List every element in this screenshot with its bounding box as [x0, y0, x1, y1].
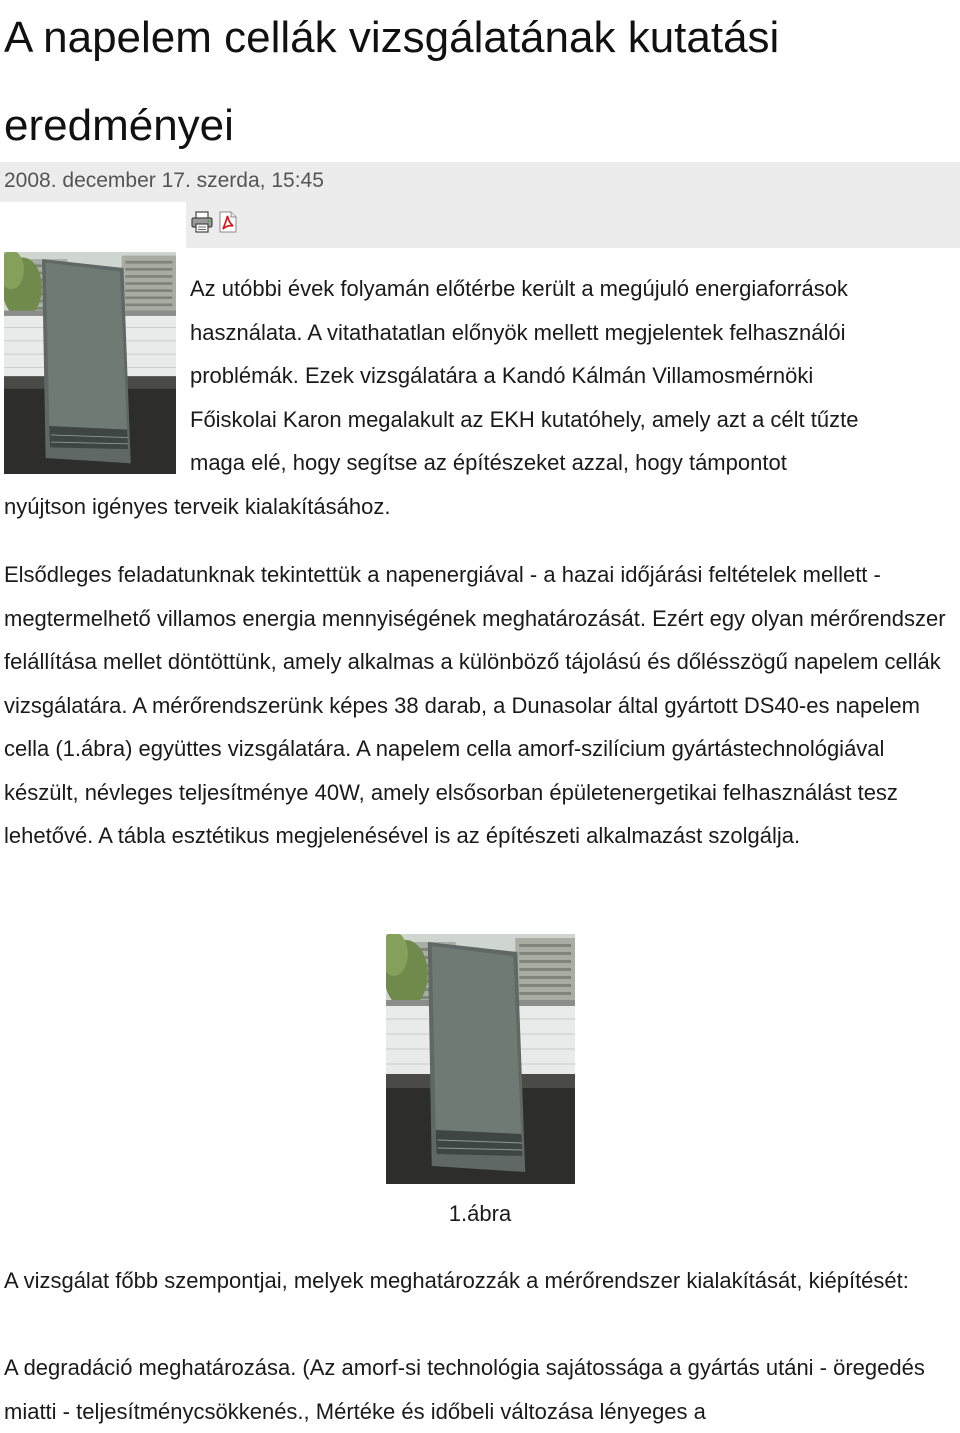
intro-line: Az utóbbi évek folyamán előtérbe került a megújuló energiaforrások [190, 276, 848, 301]
intro-line: használata. A vitathatatlan előnyök mellett megjelentek felhasználói [190, 320, 846, 345]
paragraph-aspects: A vizsgálat főbb szempontjai, melyek meghatározzák a mérőrendszer kialakítását, kiépítését: [4, 1268, 909, 1293]
pdf-icon[interactable] [216, 210, 240, 234]
print-icon[interactable] [190, 210, 214, 234]
figure-caption: 1.ábra [448, 1201, 512, 1226]
intro-line: Főiskolai Karon megalakult az EKH kutatóhely, amely azt a célt tűzte [190, 407, 859, 432]
solar-panel-photo [4, 252, 176, 474]
paragraph-measurement-system: Elsődleges feladatunknak tekintettük a napenergiával - a hazai időjárási feltételek mellett - megtermelhető villamos energia mennyiségének meghatározását. Ezért egy olyan mérőrendszer felállítása mellet döntöttünk, amely alkalmas a különböző tájolású és dőlésszögű napelem cellák vizsgálatára. A mérőrendszerünk képes 38 darab, a Dunasolar által gyártott DS40-es napelem cella (1.ábra) együttes vizsgálatára. A napelem cella amorf-szilícium gyártástechnológiával készült, névleges teljesítménye 40W, amely elsősorban épületenergetikai felhasználást tesz lehetővé. A tábla esztétikus megjelenésével is az építészeti alkalmazást szolgálja. [4, 562, 946, 848]
article-title: A napelem cellák vizsgálatának kutatási eredményei [4, 13, 780, 150]
intro-line: problémák. Ezek vizsgálatára a Kandó Kálmán Villamosmérnöki [190, 363, 814, 388]
paragraph-degradation: A degradáció meghatározása. (Az amorf-si technológia sajátossága a gyártás utáni - öregedés miatti - teljesítménycsökkenés., Mértéke és időbeli változása lényeges a [4, 1355, 925, 1424]
article-date: 2008. december 17. szerda, 15:45 [4, 169, 324, 192]
intro-line: nyújtson igényes terveik kialakításához. [4, 494, 391, 519]
intro-line: maga elé, hogy segítse az építészeket azzal, hogy támpontot [190, 450, 787, 475]
article-tools-bar [186, 202, 960, 248]
figure-1-solar-panel-photo [386, 934, 575, 1184]
